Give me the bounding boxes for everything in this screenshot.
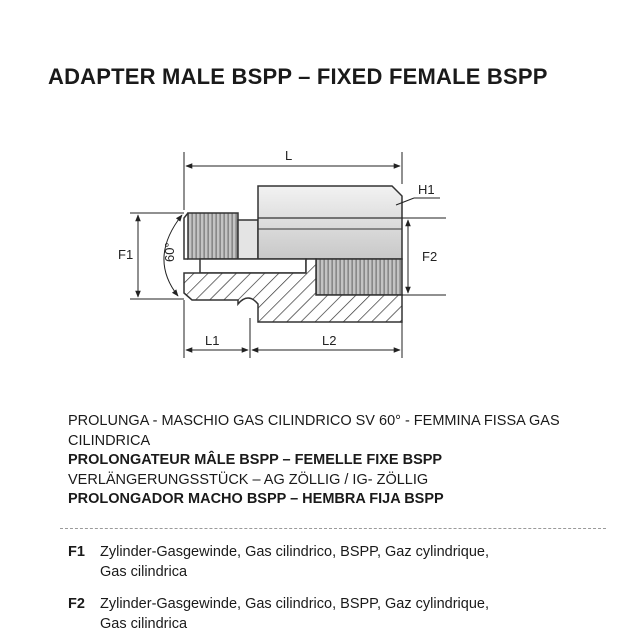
spec-text-line2: Gas cilindrica	[100, 616, 188, 632]
label-F1: F1	[118, 247, 134, 262]
hex-body-upper	[258, 186, 402, 259]
angle-60	[162, 215, 182, 296]
description-french: PROLONGATEUR MÂLE BSPP – FEMELLE FIXE BSPP	[68, 452, 443, 468]
product-description	[68, 412, 588, 510]
male-thread-upper	[184, 213, 238, 259]
label-H1: H1	[418, 182, 435, 197]
description-italian-2: CILINDRICA	[68, 432, 151, 449]
label-L: L	[285, 148, 293, 163]
description-italian-1: PROLUNGA - MASCHIO GAS CILINDRICO SV 60° - FEMMINA FISSA GAS	[68, 413, 560, 429]
description-german: VERLÄNGERUNGSSTÜCK – AG ZÖLLIG / IG- ZÖLLIG	[68, 471, 429, 488]
label-L1: L1	[205, 333, 220, 348]
spec-code: F1	[68, 544, 85, 560]
label-F2: F2	[422, 249, 438, 264]
label-angle: 60°	[162, 242, 177, 262]
undercut-groove	[238, 220, 258, 259]
dimension-F2	[402, 218, 446, 295]
spec-text-line1: Zylinder-Gasgewinde, Gas cilindrico, BSPP, Gaz cylindrique,	[100, 596, 489, 612]
female-thread	[316, 259, 402, 295]
spec-text-line2: Gas cilindrica	[100, 564, 188, 580]
inner-bore	[200, 259, 306, 273]
spec-code: F2	[68, 596, 85, 612]
divider	[60, 528, 606, 529]
description-spanish: PROLONGADOR MACHO BSPP – HEMBRA FIJA BSPP	[68, 491, 444, 507]
label-L2: L2	[322, 333, 337, 348]
spec-text-line1: Zylinder-Gasgewinde, Gas cilindrico, BSPP, Gaz cylindrique,	[100, 544, 489, 560]
page-title: ADAPTER MALE BSPP – FIXED FEMALE BSPP	[48, 64, 548, 89]
